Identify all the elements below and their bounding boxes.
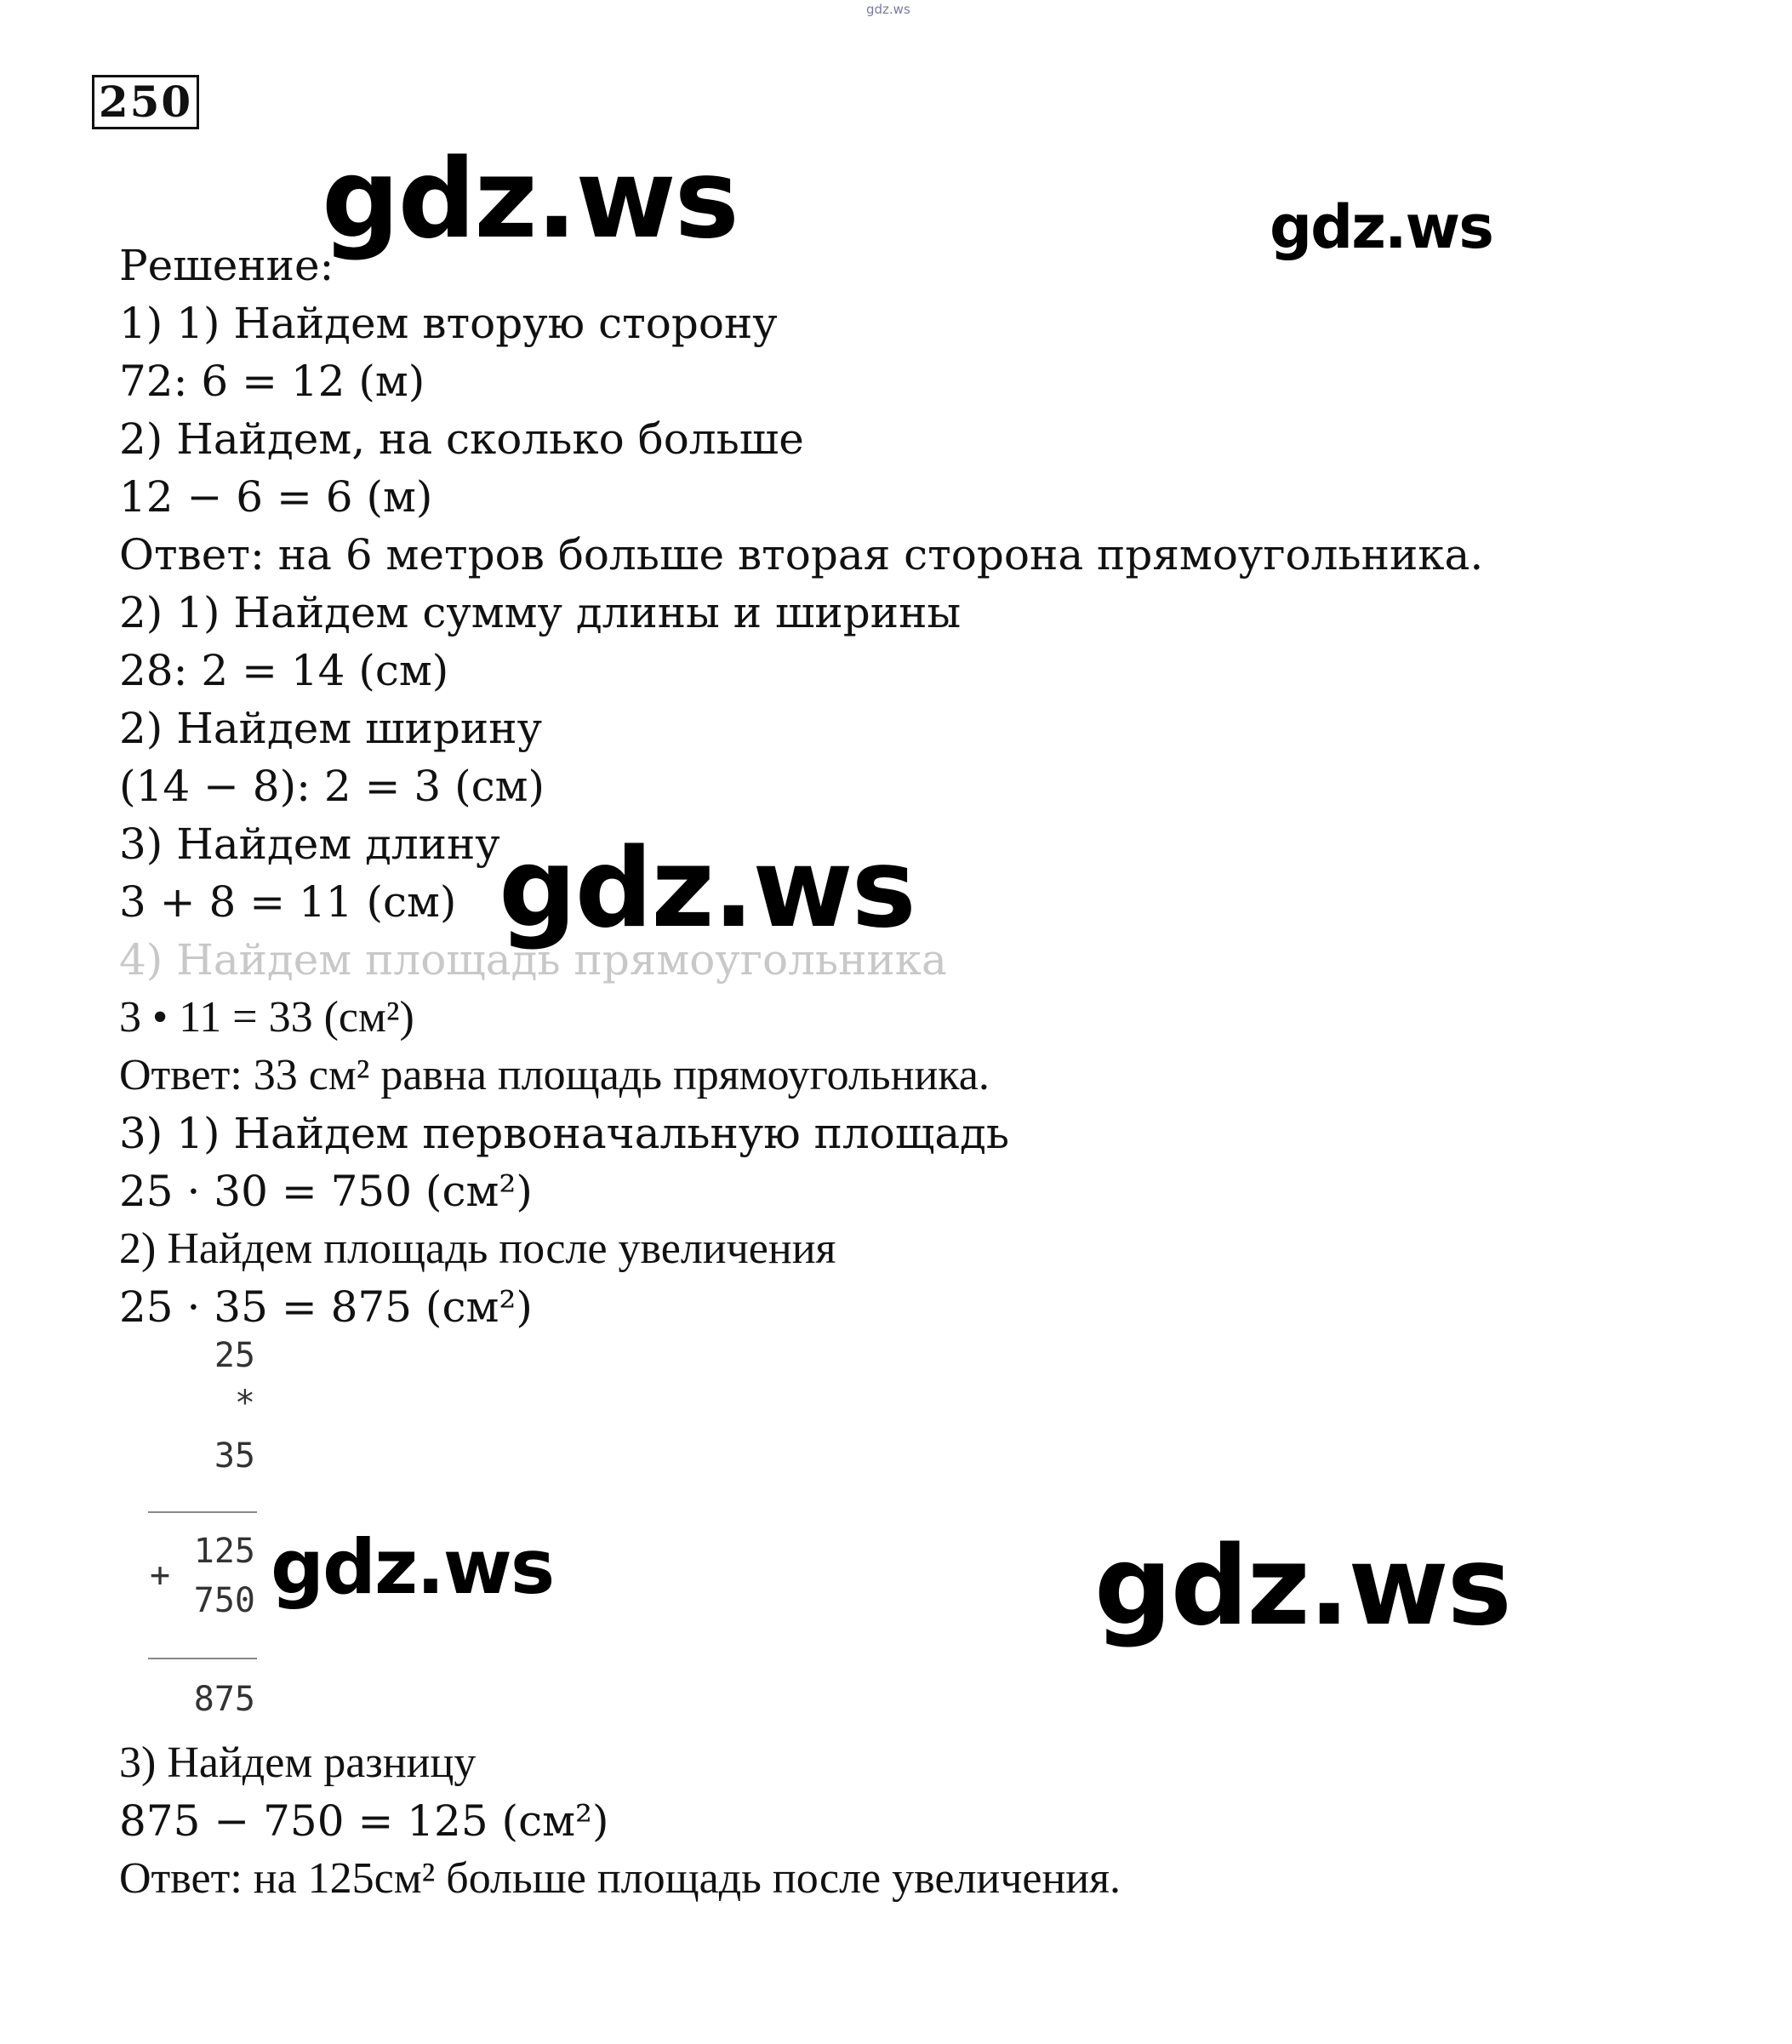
solution-line-8: 2) Найдем ширину bbox=[119, 704, 542, 753]
watermark-3: gdz.ws bbox=[499, 825, 915, 952]
column-result: 875 bbox=[193, 1680, 255, 1719]
solution-line-4: 12 − 6 = 6 (м) bbox=[119, 472, 433, 522]
watermark-1: gdz.ws bbox=[322, 136, 738, 263]
solution-line-13: 3 • 11 = 33 (см²) bbox=[119, 993, 414, 1042]
solution-answer-3: Ответ: на 125см² больше площадь после увеличения. bbox=[119, 1854, 1121, 1903]
solution-line-16: 25 · 30 = 750 (см²) bbox=[119, 1167, 533, 1216]
solution-answer-1: Ответ: на 6 метров больше вторая сторона прямоугольника. bbox=[119, 530, 1484, 580]
solution-answer-2: Ответ: 33 см² равна площадь прямоугольника. bbox=[119, 1051, 990, 1099]
solution-line-1: 1) 1) Найдем вторую сторону bbox=[119, 299, 778, 348]
watermark-5: gdz.ws bbox=[1094, 1523, 1510, 1650]
task-number-box: 250 bbox=[92, 75, 199, 129]
solution-line-7: 28: 2 = 14 (см) bbox=[119, 646, 449, 695]
column-plus-sign: + bbox=[150, 1556, 171, 1595]
solution-heading: Решение: bbox=[119, 241, 334, 290]
column-rule-2 bbox=[148, 1658, 257, 1659]
column-multiplicand: 25 bbox=[214, 1336, 255, 1375]
column-multiplication bbox=[145, 1336, 264, 1736]
solution-line-12: 4) Найдем площадь прямоугольника bbox=[119, 935, 947, 985]
column-rule-1 bbox=[148, 1511, 257, 1513]
solution-line-9: (14 − 8): 2 = 3 (см) bbox=[119, 762, 545, 811]
column-multiplier: 35 bbox=[214, 1436, 255, 1476]
column-operator: * bbox=[234, 1384, 255, 1423]
solution-line-11: 3 + 8 = 11 (см) bbox=[119, 877, 457, 927]
solution-line-19: 3) Найдем разницу bbox=[119, 1739, 477, 1787]
solution-line-10: 3) Найдем длину bbox=[119, 819, 500, 869]
top-watermark-text: gdz.ws bbox=[866, 2, 910, 17]
column-partial-1: 125 bbox=[193, 1532, 255, 1571]
solution-line-15: 3) 1) Найдем первоначальную площадь bbox=[119, 1109, 1010, 1158]
solution-line-18: 25 · 35 = 875 (см²) bbox=[119, 1282, 533, 1332]
column-partial-2: 750 bbox=[193, 1581, 255, 1620]
solution-line-2: 72: 6 = 12 (м) bbox=[119, 357, 425, 406]
watermark-4: gdz.ws bbox=[271, 1523, 554, 1611]
solution-line-6: 2) 1) Найдем сумму длины и ширины bbox=[119, 588, 962, 637]
solution-line-17: 2) Найдем площадь после увеличения bbox=[119, 1225, 836, 1273]
solution-line-20: 875 − 750 = 125 (см²) bbox=[119, 1796, 609, 1846]
watermark-2: gdz.ws bbox=[1270, 192, 1492, 262]
solution-line-3: 2) Найдем, на сколько больше bbox=[119, 414, 804, 464]
